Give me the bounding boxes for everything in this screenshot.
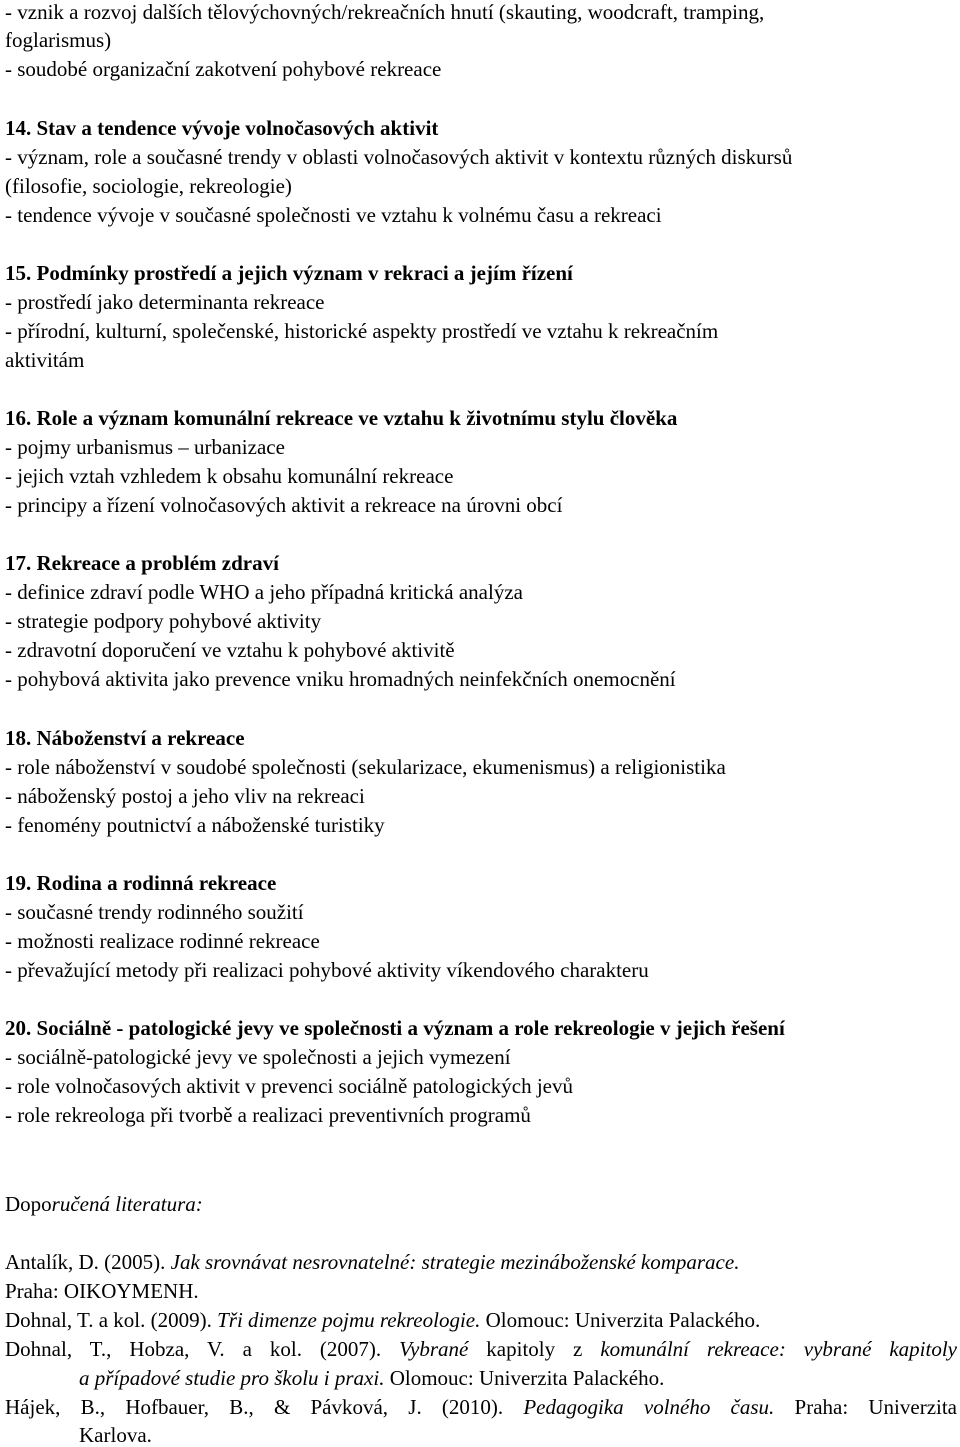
reference-continuation: Praha: OIKOYMENH. [5, 1279, 199, 1303]
section-line: - fenomény poutnictví a náboženské turistiky [5, 813, 385, 837]
intro-line: - soudobé organizační zakotvení pohybové rekreace [5, 57, 442, 81]
reference-item: Dohnal, T. a kol. (2009). Tři dimenze pojmu rekreologie. Olomouc: Univerzita Palackého. [5, 1308, 761, 1332]
section-line: aktivitám [5, 348, 85, 372]
section-line: - sociálně-patologické jevy ve společnosti a jejich vymezení [5, 1045, 511, 1069]
section-line: - pohybová aktivita jako prevence vniku hromadných neinfekčních onemocnění [5, 667, 676, 691]
reference-item: Antalík, D. (2005). Jak srovnávat nesrovnatelné: strategie mezináboženské komparace. [5, 1250, 740, 1274]
section-heading: 15. Podmínky prostředí a jejich význam v rekraci a jejím řízení [5, 261, 573, 285]
section-line: - pojmy urbanismus – urbanizace [5, 435, 285, 459]
section-line: - principy a řízení volnočasových aktivit a rekreace na úrovni obcí [5, 493, 563, 517]
section-line: - strategie podpory pohybové aktivity [5, 609, 322, 633]
section-line: - role rekreologa při tvorbě a realizaci preventivních programů [5, 1103, 531, 1127]
section-line: - role volnočasových aktivit v prevenci sociálně patologických jevů [5, 1074, 573, 1098]
section-line: - zdravotní doporučení ve vztahu k pohybové aktivitě [5, 638, 455, 662]
section-heading: 14. Stav a tendence vývoje volnočasových aktivit [5, 116, 439, 140]
section-line: - přírodní, kulturní, společenské, historické aspekty prostředí ve vztahu k rekreačním [5, 319, 719, 343]
section-line: (filosofie, sociologie, rekreologie) [5, 174, 292, 198]
section-heading: 17. Rekreace a problém zdraví [5, 551, 279, 575]
section-line: - možnosti realizace rodinné rekreace [5, 929, 320, 953]
section-heading: 16. Role a význam komunální rekreace ve vztahu k životnímu stylu člověka [5, 406, 678, 430]
reference-item: Hájek, B., Hofbauer, B., & Pávková, J. (2010). Pedagogika volného času. Praha: Univerzita [5, 1395, 958, 1419]
reference-continuation: Karlova. [79, 1423, 152, 1447]
section-line: - role náboženství v soudobé společnosti (sekularizace, ekumenismus) a religionistika [5, 755, 726, 779]
section-line: - definice zdraví podle WHO a jeho případná kritická analýza [5, 580, 523, 604]
section-line: - současné trendy rodinného soužití [5, 900, 304, 924]
section-line: - jejich vztah vzhledem k obsahu komunální rekreace [5, 464, 454, 488]
section-line: - převažující metody při realizaci pohybové aktivity víkendového charakteru [5, 958, 649, 982]
section-line: - význam, role a současné trendy v oblasti volnočasových aktivit v kontextu různých diskursů [5, 145, 793, 169]
section-line: - tendence vývoje v současné společnosti ve vztahu k volnému času a rekreaci [5, 203, 662, 227]
reference-continuation: a případové studie pro školu i praxi. Olomouc: Univerzita Palackého. [79, 1366, 665, 1390]
reference-item: Dohnal, T., Hobza, V. a kol. (2007). Vybrané kapitoly z komunální rekreace: vybrané kapitoly [5, 1337, 957, 1361]
section-heading: 20. Sociálně - patologické jevy ve společnosti a význam a role rekreologie v jejich řešení [5, 1016, 785, 1040]
intro-line: - vznik a rozvoj dalších tělovýchovných/rekreačních hnutí (skauting, woodcraft, tramping, [5, 0, 765, 24]
literature-heading: Doporučená literatura: [5, 1192, 203, 1216]
section-heading: 18. Náboženství a rekreace [5, 726, 245, 750]
section-line: - prostředí jako determinanta rekreace [5, 290, 325, 314]
intro-line: foglarismus) [5, 28, 112, 52]
section-heading: 19. Rodina a rodinná rekreace [5, 871, 277, 895]
section-line: - náboženský postoj a jeho vliv na rekreaci [5, 784, 365, 808]
